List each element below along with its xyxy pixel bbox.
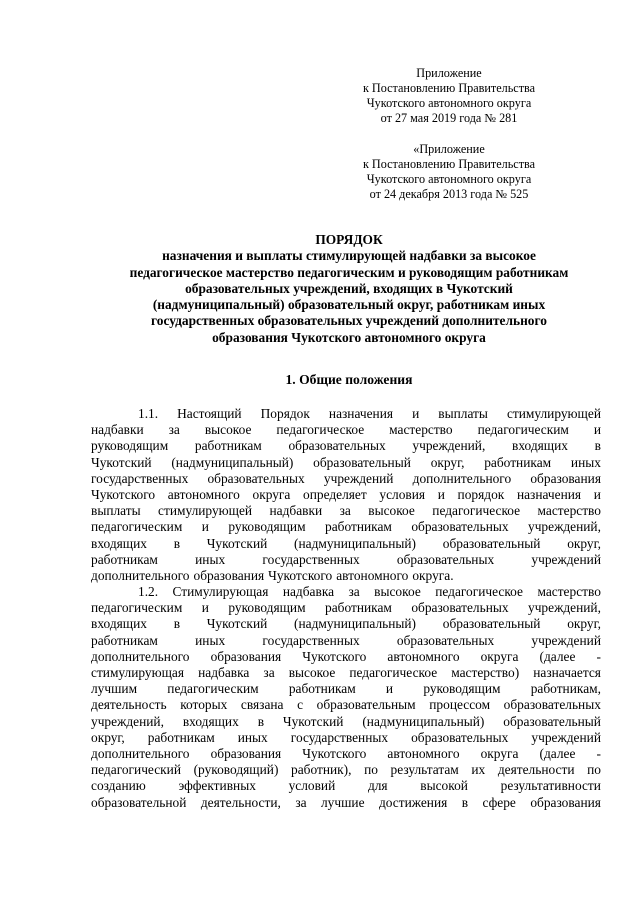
- paragraph-line: 1.1. Настоящий Порядок назначения и выплаты стимулирующей: [138, 406, 601, 421]
- appendix-line: Приложение: [416, 66, 482, 80]
- paragraph-line: дополнительного образования Чукотского автономного округа (далее -: [91, 745, 601, 761]
- appendix-line: от 27 мая 2019 года № 281: [380, 110, 518, 125]
- appendix-line: к Постановлению Правительства: [362, 156, 536, 171]
- paragraph-line: лучшим педагогическим работникам и руководящим работникам,: [91, 681, 601, 697]
- paragraph-line: работникам иных государственных образовательных учреждений: [91, 551, 601, 567]
- paragraph-line: государственных образовательных учреждений дополнительного образования: [91, 470, 601, 486]
- appendix-line: «Приложение: [413, 142, 485, 156]
- paragraph-line: входящих в Чукотский (надмуниципальный) образовательный округ,: [91, 535, 601, 551]
- title-line: государственных образовательных учреждений дополнительного: [151, 313, 547, 329]
- title-line: педагогическое мастерство педагогическим и руководящим работникам: [129, 264, 569, 280]
- paragraph-line: дополнительного образования Чукотского автономного округа (далее -: [91, 648, 601, 664]
- paragraph-line: стимулирующая надбавка за высокое педагогическое мастерство) назначается: [91, 665, 601, 680]
- appendix-line: от 24 декабря 2013 года № 525: [369, 186, 529, 201]
- title-line: образовательных учреждений, входящих в Чукотский: [185, 280, 513, 296]
- paragraph-line: деятельность которых связана с образовательным процессом образовательных: [91, 697, 601, 713]
- paragraph-line: 1.2. Стимулирующая надбавка за высокое педагогическое мастерство: [138, 584, 601, 600]
- paragraph-line: округ, работникам иных государственных образовательных учреждений: [91, 729, 601, 745]
- title-line: назначения и выплаты стимулирующей надбавки за высокое: [162, 248, 536, 264]
- document-title: [96, 232, 602, 346]
- title-main: ПОРЯДОК: [315, 232, 383, 247]
- paragraph-line: учреждений, входящих в Чукотский (надмуниципальный) образовательный: [91, 713, 601, 729]
- paragraph-line: входящих в Чукотский (надмуниципальный) образовательный округ,: [91, 616, 601, 632]
- appendix-current-reference: [349, 66, 549, 126]
- paragraph-line: руководящим работникам образовательных учреждений, входящих в: [91, 438, 601, 454]
- title-line: (надмуниципальный) образовательный округ, работникам иных: [152, 297, 546, 313]
- paragraph-line: педагогическим и руководящим работникам образовательных учреждений,: [91, 519, 601, 535]
- section-heading: 1. Общие положения: [285, 372, 413, 387]
- title-line: образования Чукотского автономного округа: [212, 329, 486, 345]
- paragraph-line: надбавки за высокое педагогическое мастерство педагогическим и: [91, 422, 601, 438]
- paragraph-line: выплаты стимулирующей надбавки за высокое педагогическое мастерство: [91, 503, 601, 519]
- appendix-line: Чукотского автономного округа: [366, 95, 532, 110]
- paragraph-line: педагогическим и руководящим работникам образовательных учреждений,: [91, 600, 601, 616]
- paragraph-line: созданию эффективных условий для высокой результативности: [91, 778, 601, 794]
- paragraph-1-2: [91, 584, 601, 811]
- paragraph-1-1: [91, 406, 601, 584]
- paragraph-line: дополнительного образования Чукотского автономного округа.: [91, 567, 454, 583]
- appendix-line: Чукотского автономного округа: [366, 171, 532, 186]
- paragraph-line: работникам иных государственных образовательных учреждений: [91, 632, 601, 648]
- body-text: [91, 406, 601, 811]
- paragraph-line: образовательной деятельности, за лучшие достижения в сфере образования: [91, 794, 601, 810]
- paragraph-line: педагогический (руководящий) работник), по результатам их деятельности по: [91, 762, 601, 778]
- paragraph-line: Чукотского автономного округа определяет условия и порядок назначения и: [91, 486, 601, 502]
- appendix-original-reference: [349, 142, 549, 202]
- appendix-line: к Постановлению Правительства: [362, 80, 536, 95]
- paragraph-line: Чукотский (надмуниципальный) образовательный округ, работникам иных: [91, 454, 601, 470]
